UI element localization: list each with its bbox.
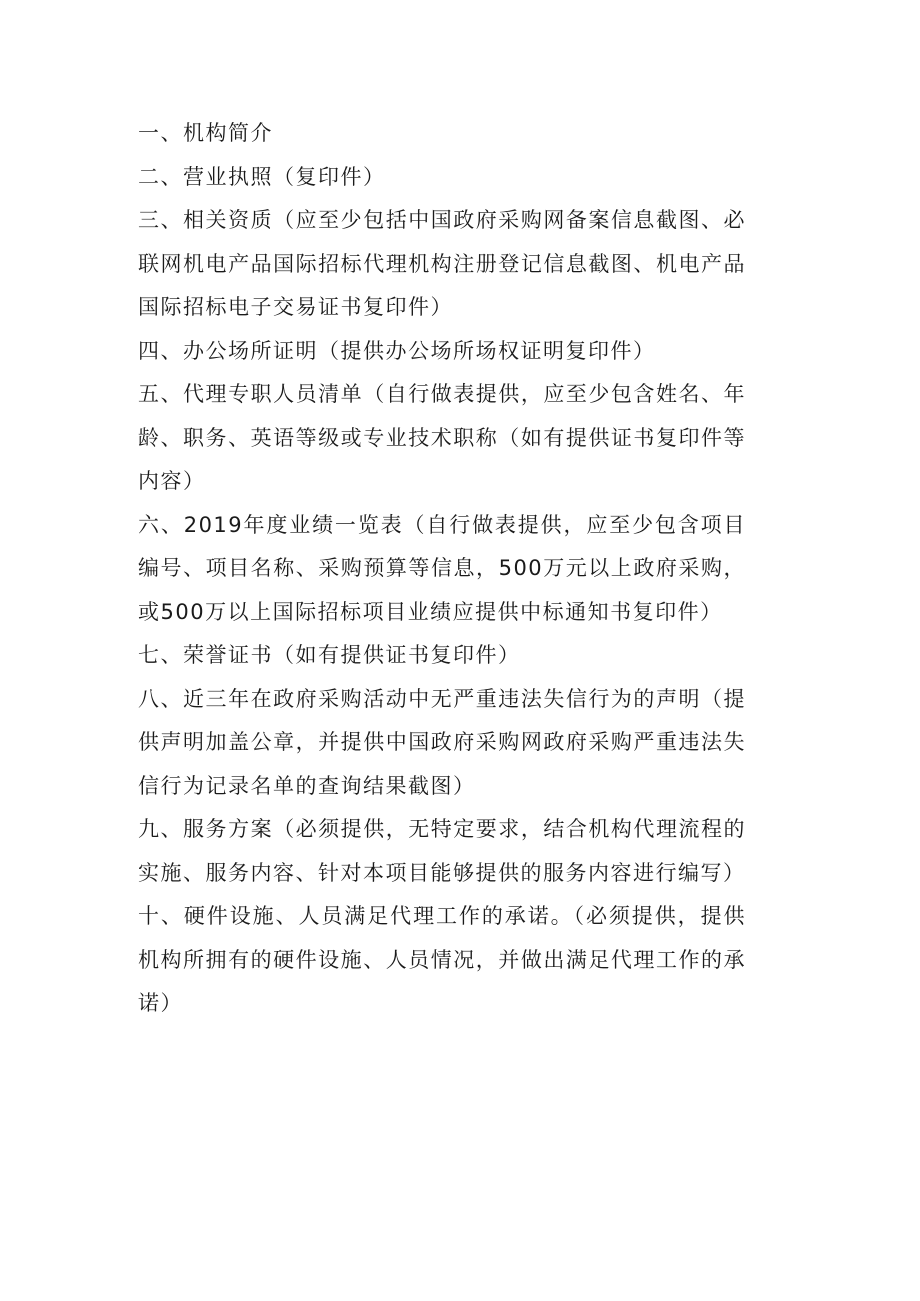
- list-item-3: 三、相关资质（应至少包括中国政府采购网备案信息截图、必联网机电产品国际招标代理机构注册登记信息截图、机电产品国际招标电子交易证书复印件）: [138, 208, 746, 319]
- document-body: [138, 112, 746, 1026]
- list-item-9: 九、服务方案（必须提供，无特定要求，结合机构代理流程的实施、服务内容、针对本项目能够提供的服务内容进行编写）: [138, 817, 746, 885]
- list-item-5: 五、代理专职人员清单（自行做表提供，应至少包含姓名、年龄、职务、英语等级或专业技术职称（如有提供证书复印件等内容）: [138, 382, 746, 493]
- list-item-6: 六、2019年度业绩一览表（自行做表提供，应至少包含项目编号、项目名称、采购预算等信息，500万元以上政府采购，或500万以上国际招标项目业绩应提供中标通知书复印件）: [138, 512, 746, 624]
- list-item-7: 七、荣誉证书（如有提供证书复印件）: [138, 643, 521, 667]
- list-item-4: 四、办公场所证明（提供办公场所场权证明复印件）: [138, 338, 656, 363]
- list-item-8: 八、近三年在政府采购活动中无严重违法失信行为的声明（提供声明加盖公章，并提供中国政府采购网政府采购严重违法失信行为记录名单的查询结果截图）: [138, 686, 746, 798]
- list-item-2: 二、营业执照（复印件）: [138, 164, 386, 189]
- list-item-1: 一、机构简介: [138, 121, 273, 145]
- list-item-10: 十、硬件设施、人员满足代理工作的承诺。（必须提供，提供机构所拥有的硬件设施、人员情况，并做出满足代理工作的承诺）: [138, 904, 746, 1015]
